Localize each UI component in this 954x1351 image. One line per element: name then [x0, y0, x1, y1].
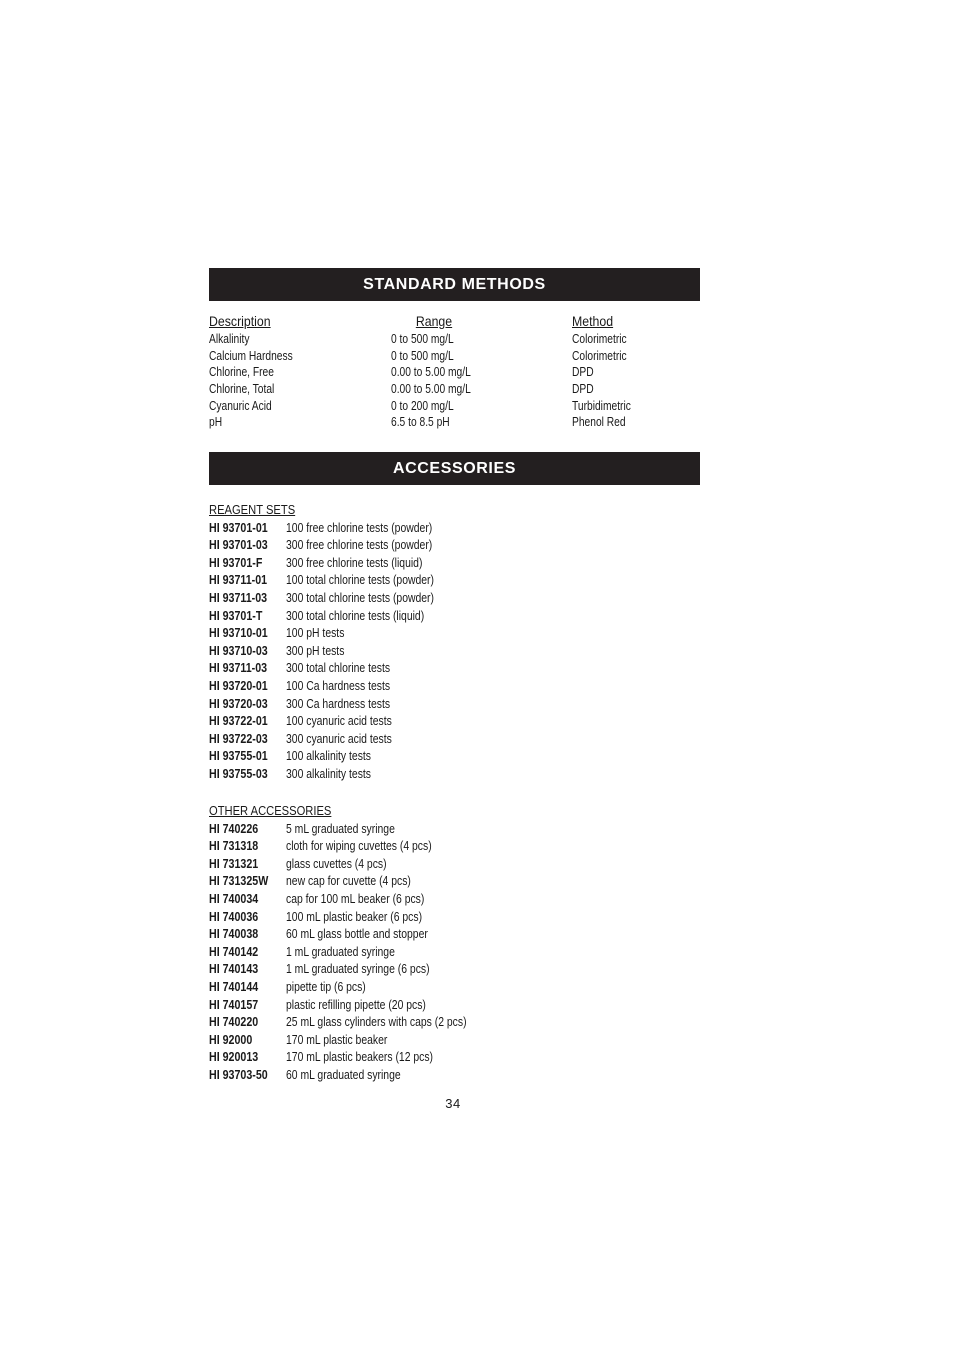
item-code: HI 920013 [209, 1049, 259, 1065]
list-item [209, 872, 411, 890]
list-item [209, 978, 366, 996]
range-cell: 0 to 200 mg/L [391, 398, 454, 413]
list-item [209, 747, 371, 765]
description-cell: Cyanuric Acid [209, 398, 272, 413]
method-header: Method [572, 313, 614, 329]
item-description: cap for 100 mL beaker (6 pcs) [286, 890, 425, 906]
list-item [209, 960, 430, 978]
list-item [209, 536, 433, 554]
list-item [209, 996, 426, 1014]
list-item [209, 1013, 467, 1031]
item-code: HI 93701-03 [209, 537, 268, 553]
list-item [209, 642, 345, 660]
item-code: HI 740034 [209, 890, 259, 906]
reagent-sets-list [209, 501, 434, 783]
item-description: 100 Ca hardness tests [286, 677, 391, 693]
item-code: HI 93703-50 [209, 1066, 268, 1082]
item-description: 5 mL graduated syringe [286, 820, 395, 836]
description-column [209, 312, 311, 431]
item-code: HI 731325W [209, 873, 269, 889]
range-cell: 0 to 500 mg/L [391, 332, 454, 346]
item-code: HI 93755-01 [209, 748, 268, 764]
list-item [209, 820, 395, 838]
list-item [209, 1066, 401, 1084]
list-item [209, 1031, 388, 1049]
list-item [209, 890, 425, 908]
item-code: HI 93711-03 [209, 589, 268, 605]
item-description: 100 free chlorine tests (powder) [286, 519, 433, 535]
item-description: 170 mL plastic beakers (12 pcs) [286, 1049, 434, 1065]
item-description: 300 free chlorine tests (powder) [286, 537, 433, 553]
item-description: plastic refilling pipette (20 pcs) [286, 996, 426, 1012]
item-code: HI 93710-01 [209, 625, 268, 641]
item-code: HI 740220 [209, 1014, 259, 1030]
item-description: 300 total chlorine tests (powder) [286, 589, 434, 605]
list-item [209, 730, 392, 748]
item-description: 60 mL graduated syringe [286, 1066, 401, 1082]
item-code: HI 93701-01 [209, 519, 268, 535]
list-item [209, 837, 432, 855]
standard-methods-header [209, 268, 700, 301]
item-code: HI 93722-01 [209, 713, 268, 729]
description-cell: Chlorine, Free [209, 365, 274, 380]
description-header: Description [209, 313, 271, 329]
list-item [209, 677, 391, 695]
other-accessories-title: OTHER ACCESSORIES [209, 803, 332, 818]
range-cell: 0.00 to 5.00 mg/L [391, 365, 471, 380]
item-code: HI 740038 [209, 926, 259, 942]
item-code: HI 731318 [209, 838, 259, 854]
reagent-sets-title: REAGENT SETS [209, 502, 296, 517]
range-cell: 0.00 to 5.00 mg/L [391, 382, 471, 397]
item-description: 300 cyanuric acid tests [286, 730, 392, 746]
list-item [209, 607, 425, 625]
item-code: HI 740157 [209, 996, 259, 1012]
item-description: 170 mL plastic beaker [286, 1031, 388, 1047]
description-cell: Chlorine, Total [209, 382, 275, 397]
range-cell: 6.5 to 8.5 pH [391, 415, 450, 430]
item-description: 300 Ca hardness tests [286, 695, 391, 711]
standard-methods-title: STANDARD METHODS [363, 275, 546, 293]
item-code: HI 740143 [209, 961, 259, 977]
method-cell: DPD [572, 365, 594, 380]
item-description: 1 mL graduated syringe (6 pcs) [286, 961, 430, 977]
item-code: HI 93701-T [209, 607, 263, 623]
item-description: 100 mL plastic beaker (6 pcs) [286, 908, 423, 924]
item-description: 300 alkalinity tests [286, 765, 371, 781]
list-item [209, 765, 371, 783]
list-item [209, 695, 391, 713]
item-description: pipette tip (6 pcs) [286, 978, 366, 994]
method-cell: Phenol Red [572, 415, 626, 430]
item-description: 100 pH tests [286, 625, 345, 641]
item-description: 300 free chlorine tests (liquid) [286, 554, 423, 570]
item-code: HI 93720-01 [209, 677, 268, 693]
item-code: HI 740036 [209, 908, 259, 924]
description-cell: Alkalinity [209, 332, 250, 346]
item-description: glass cuvettes (4 pcs) [286, 855, 387, 871]
list-item [209, 659, 391, 677]
item-description: 25 mL glass cylinders with caps (2 pcs) [286, 1014, 467, 1030]
list-item [209, 589, 434, 607]
item-description: 100 alkalinity tests [286, 748, 371, 764]
method-column [572, 312, 644, 431]
item-description: new cap for cuvette (4 pcs) [286, 873, 411, 889]
item-description: 300 total chlorine tests (liquid) [286, 607, 425, 623]
item-code: HI 93710-03 [209, 642, 268, 658]
list-item [209, 519, 433, 537]
range-header: Range [415, 313, 453, 329]
item-code: HI 93722-03 [209, 730, 268, 746]
page-number: 34 [445, 1096, 461, 1111]
item-code: HI 93755-03 [209, 765, 268, 781]
item-code: HI 93711-01 [209, 572, 268, 588]
list-item [209, 554, 423, 572]
item-code: HI 93720-03 [209, 695, 268, 711]
list-item [209, 855, 387, 873]
item-description: 300 total chlorine tests [286, 660, 391, 676]
list-item [209, 925, 428, 943]
item-description: 300 pH tests [286, 642, 345, 658]
range-cell: 0 to 500 mg/L [391, 348, 454, 363]
item-description: cloth for wiping cuvettes (4 pcs) [286, 838, 432, 854]
item-description: 1 mL graduated syringe [286, 943, 395, 959]
item-code: HI 92000 [209, 1031, 253, 1047]
list-item [209, 571, 434, 589]
item-code: HI 740142 [209, 943, 259, 959]
list-item [209, 943, 395, 961]
item-code: HI 93711-03 [209, 660, 268, 676]
item-code: HI 93701-F [209, 554, 263, 570]
item-code: HI 731321 [209, 855, 259, 871]
method-cell: Colorimetric [572, 348, 627, 363]
item-code: HI 740226 [209, 820, 259, 836]
range-column [391, 312, 488, 431]
list-item [209, 1048, 434, 1066]
list-item [209, 908, 423, 926]
item-code: HI 740144 [209, 978, 259, 994]
accessories-title: ACCESSORIES [392, 459, 517, 477]
description-cell: pH [209, 415, 223, 430]
list-item [209, 712, 392, 730]
method-cell: Colorimetric [572, 332, 627, 346]
other-accessories-list [209, 802, 467, 1084]
item-description: 100 total chlorine tests (powder) [286, 572, 434, 588]
description-cell: Calcium Hardness [209, 348, 293, 363]
item-description: 100 cyanuric acid tests [286, 713, 392, 729]
accessories-header [209, 452, 700, 485]
item-description: 60 mL glass bottle and stopper [286, 926, 428, 942]
method-cell: DPD [572, 382, 594, 397]
method-cell: Turbidimetric [572, 398, 631, 413]
list-item [209, 624, 345, 642]
